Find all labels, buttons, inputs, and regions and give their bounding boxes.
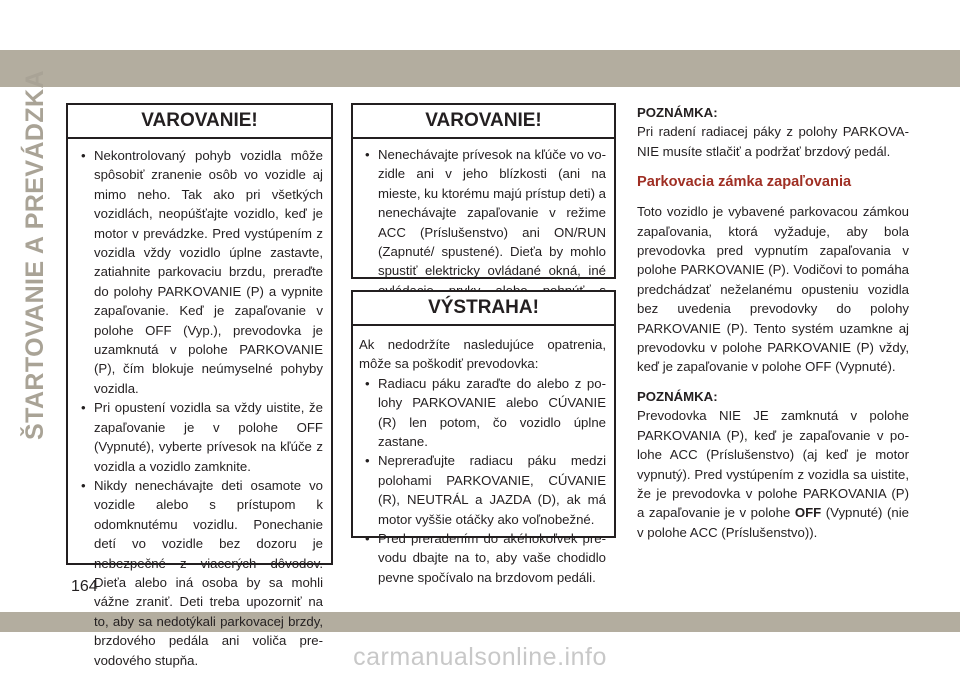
list-item: • Nepreraďujte radiacu páku medzi polohami PARKOVANIE, CÚVANIE (R), NEUTRÁL a JAZDA (D), ak má motor vyššie otáčky ako voľnobežné. [359,451,606,529]
list-item: • Nenechávajte prívesok na kľúče vo vozidle ani v jeho blízkosti (ani na mieste, ku ktorému majú prístup deti) a nenechávajte zapaľovanie v režime ACC (Príslušenstvo) ani ON/RUN (Zapnuté/ spustené). Dieťa by mohlo spustiť elektricky ovládané okná, iné [359,145,606,320]
caution-box [351,290,616,585]
list-item: • Radiacu páku zaraďte do alebo z polohy PARKOVANIE alebo CÚVANIE (R) len potom, čo vozidlo úplne zastane. [359,374,606,452]
note-text: Prevodovka NIE JE zamknutá v polohe PARKOVANIA (P), keď je zapaľovanie v polohe ACC (Príslušenstvo) (aj keď je motor vypnutý). Pred vystúpením z vozidla sa uistite, že je prevodovka v polohe PARKOVANIA (P) a zapaľovanie je v polohe OFF (Vypnuté) (nie v polohe ACC (Príslušenstvo)). [637,408,909,540]
list-item: • Pri opustení vozidla sa vždy uistite, že zapaľovanie je v polohe OFF (Vypnuté), vyberte prívesok na kľúče z vozidla a vozidlo zamknite. [75,398,323,476]
section-heading: Parkovacia zámka zapaľovania [637,174,852,191]
list-item: • Nekontrolovaný pohyb vozidla môže spôsobiť zranenie osôb vo vozidle aj mimo neho. Tak ako pri všetkých vozidlách, neopúšťajte vozidlo, keď je motor v prevádzke. Pred vystúpením z vozidla vždy vozidlo úplne zastavte, zatiahnite parkovaciu brzdu, preraďte do polohy PARKOVANIE (P) a vypnite zapaľovanie. Keď je zapaľovanie v polohe OFF (Vyp.), prevodovka je uzamknutá v polohe PARKOVANIE (P), čím blokuje neúmyselné pohyby vozidla. [75,146,323,398]
watermark: carmanualsonline.info [353,643,607,671]
list-item: • Pred preradením do akéhokoľvek prevodu dbajte na to, aby vaše chodidlo pevne spočívalo na brzdovom pedáli. [359,529,606,587]
caution-intro: Ak nedodržíte nasledujúce opatrenia, môže sa poškodiť prevodovka: [359,337,606,372]
warning-list-1 [75,146,323,670]
caution-heading: VÝSTRAHA! [353,292,614,326]
warning-box-2 [351,103,616,279]
caution-list [359,374,606,587]
note-label: POZNÁMKA: [637,388,718,404]
note-text: Pri radení radiacej páky z polohy PARKOVANIE musíte stlačiť a podržať brzdový pedál. [637,124,909,159]
page-number: 164 [71,578,98,595]
off-keyword: OFF [794,505,822,521]
right-column [637,103,909,542]
header-band [0,50,960,87]
side-chapter-title: ŠTARTOVANIE A PREVÁDZKA [21,70,49,440]
list-item: • Nikdy nenechávajte deti osamote vo vozidle alebo s prístupom k odomknutému vozidlu. Ponechanie detí vo vozidle bez dozoru je nebezpečné z viacerých dôvodov. Dieťa alebo iná osoba by sa mohli vážne zraniť. Deti treba upozorniť na to, aby sa nedotýkali parkovacej brzdy, brzdového pedála ani voliča prevodového stupňa. [75,476,323,670]
section-paragraph: Toto vozidlo je vybavené parkovacou zámkou zapaľovania, ktorá vyžaduje, aby bola prevodovka pred vypnutím zapaľovania v polohe PARKOVANIE (P). Vodičovi to pomáha predchádzať neželanému opusteniu vozidla bez uvedenia prevodovky do polohy PARKOVANIE (P). Tento systém uzamkne aj prevodovku v polohe PARKOVANIE (P) vždy, keď je zapaľovanie v polohe OFF (Vypnuté). [637,204,909,375]
warning-heading-1: VAROVANIE! [68,105,331,139]
note-label: POZNÁMKA: [637,105,718,120]
warning-heading-2: VAROVANIE! [353,105,614,139]
